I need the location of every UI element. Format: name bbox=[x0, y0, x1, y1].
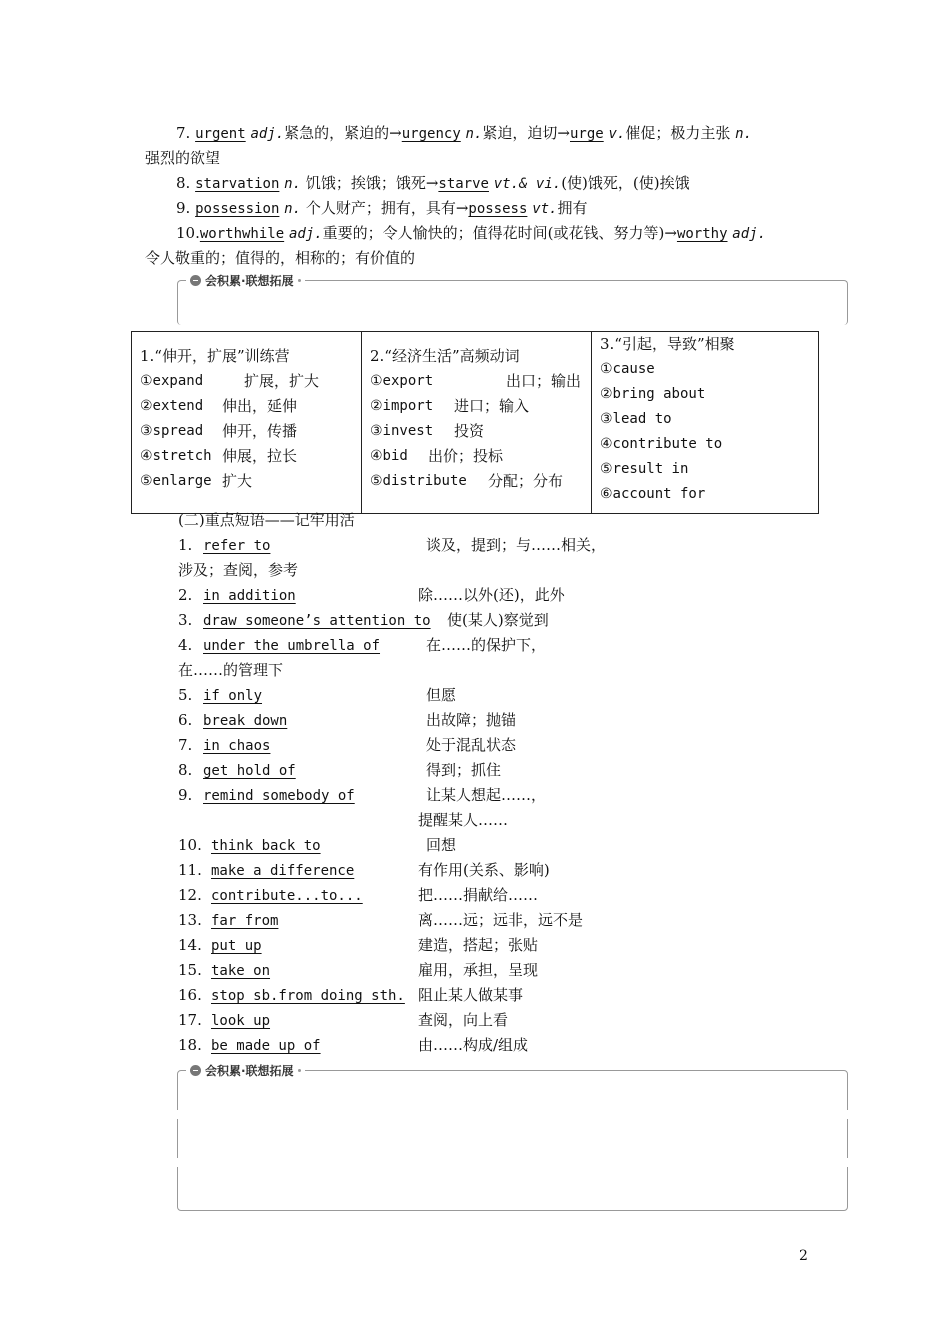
phrase-chinese: 谈及，提到；与……相关， bbox=[426, 536, 607, 554]
phrase-row bbox=[178, 585, 296, 606]
dot-icon bbox=[298, 1069, 301, 1072]
phrase-row bbox=[178, 685, 262, 706]
synonym-table bbox=[131, 331, 819, 514]
vocab-item-9: 9. possession n. 个人财产；拥有，具有→possess vt.拥有 bbox=[176, 199, 588, 217]
phrase-chinese: 在……的保护下， bbox=[426, 636, 547, 654]
vocab-word: possession bbox=[195, 201, 280, 217]
phrase-chinese-cont: 在……的管理下 bbox=[178, 661, 284, 679]
box-gap bbox=[177, 1158, 848, 1167]
phrase-number: 12. bbox=[178, 886, 202, 904]
vocab-item-10: 10.worthwhile adj.重要的；令人愉快的；值得花时间(或花钱、努力等)→worthy adj. bbox=[176, 224, 767, 242]
phrase-english: draw someone’s attention to bbox=[203, 613, 431, 629]
phrase-number: 1. bbox=[178, 536, 193, 554]
phrase-number: 7. bbox=[178, 736, 193, 754]
phrase-row bbox=[178, 710, 287, 731]
phrase-row bbox=[178, 1035, 321, 1056]
synonym-col-1: 1.“伸开，扩展”训练营 ①expand 扩展，扩大 ②extend 伸出，延伸 ③spread 伸开，传播 ④stretch 伸展，拉长 ⑤enlarge 扩大 bbox=[132, 332, 362, 514]
phrase-chinese: 查阅，向上看 bbox=[418, 1011, 509, 1029]
note-icon bbox=[190, 275, 201, 286]
phrase-row bbox=[178, 985, 405, 1006]
phrase-row bbox=[178, 535, 270, 556]
phrase-row bbox=[178, 1010, 270, 1031]
accumulation-box-2 bbox=[177, 1070, 848, 1211]
vocab-word: starvation bbox=[195, 176, 280, 192]
vocab-word: worthwhile bbox=[199, 226, 285, 242]
phrase-english: put up bbox=[211, 938, 262, 954]
page-number: 2 bbox=[799, 1248, 808, 1264]
phrase-row bbox=[178, 910, 278, 931]
phrase-chinese: 得到；抓住 bbox=[426, 761, 502, 779]
phrase-chinese: 出故障；抛锚 bbox=[426, 711, 517, 729]
phrase-number: 3. bbox=[178, 611, 193, 629]
synonym-col-3: 3.“引起，导致”相聚 ①cause ②bring about ③lead to ④contribute to ⑤result in ⑥account for bbox=[592, 332, 819, 514]
vocab-item-8: 8. starvation n. 饥饿；挨饿；饿死→starve vt.& vi.(使)饿死，(使)挨饿 bbox=[176, 174, 690, 192]
phrase-english: break down bbox=[203, 713, 288, 729]
phrase-chinese: 有作用(关系、影响) bbox=[418, 861, 550, 879]
vocab-item-7: 7. urgent adj.紧急的，紧迫的→urgency n.紧迫，迫切→urge v.催促；极力主张 n. bbox=[176, 124, 752, 142]
phrase-chinese: 处于混乱状态 bbox=[426, 736, 517, 754]
phrase-number: 16. bbox=[178, 986, 202, 1004]
phrase-number: 2. bbox=[178, 586, 193, 604]
synonym-col-2: 2.“经济生活”高频动词 ①export 出口；输出 ②import 进口；输入 ③invest 投资 ④bid 出价；投标 ⑤distribute 分配；分布 bbox=[362, 332, 592, 514]
note-icon bbox=[190, 1065, 201, 1076]
phrase-english: refer to bbox=[203, 538, 271, 554]
phrase-number: 18. bbox=[178, 1036, 202, 1054]
phrase-row bbox=[178, 635, 380, 656]
phrases-heading: (二)重点短语——记牢用活 bbox=[178, 511, 355, 529]
phrase-chinese: 但愿 bbox=[426, 686, 457, 704]
phrase-english: look up bbox=[211, 1013, 271, 1029]
phrase-chinese: 除……以外(还)，此外 bbox=[418, 586, 565, 604]
box-gap bbox=[177, 1110, 848, 1119]
phrase-row bbox=[178, 735, 270, 756]
phrase-chinese: 回想 bbox=[426, 836, 457, 854]
phrase-chinese: 雇用，承担，呈现 bbox=[418, 961, 539, 979]
phrase-chinese: 把……捐献给…… bbox=[418, 886, 539, 904]
phrase-row bbox=[178, 935, 262, 956]
phrase-english: in chaos bbox=[203, 738, 271, 754]
vocab-word: urgency bbox=[401, 126, 461, 142]
vocab-word: possess bbox=[468, 201, 528, 217]
phrase-english: take on bbox=[211, 963, 271, 979]
vocab-word: urge bbox=[569, 126, 604, 142]
phrase-english: far from bbox=[211, 913, 279, 929]
phrase-number: 10. bbox=[178, 836, 202, 854]
phrase-row bbox=[178, 760, 296, 781]
phrase-number: 4. bbox=[178, 636, 193, 654]
phrase-chinese: 阻止某人做某事 bbox=[418, 986, 524, 1004]
phrase-chinese: 建造，搭起；张贴 bbox=[418, 936, 539, 954]
phrase-chinese: 让某人想起……， bbox=[426, 786, 547, 804]
phrase-number: 14. bbox=[178, 936, 202, 954]
box-title-1: 会积累·联想拓展 bbox=[186, 272, 305, 289]
vocab-item-10-cont: 令人敬重的；值得的，相称的；有价值的 bbox=[145, 249, 416, 267]
vocab-word: urgent bbox=[195, 126, 246, 142]
phrase-chinese: 离……远；远非，远不是 bbox=[418, 911, 584, 929]
phrase-row bbox=[178, 785, 355, 806]
phrase-row bbox=[178, 835, 321, 856]
phrase-english: remind somebody of bbox=[203, 788, 355, 804]
phrase-english: make a difference bbox=[211, 863, 355, 879]
phrase-english: under the umbrella of bbox=[203, 638, 381, 654]
phrase-chinese-cont: 涉及；查阅，参考 bbox=[178, 561, 299, 579]
phrase-row bbox=[178, 860, 354, 881]
phrase-chinese-cont: 提醒某人…… bbox=[418, 811, 509, 829]
phrase-number: 6. bbox=[178, 711, 193, 729]
dot-icon bbox=[298, 279, 301, 282]
phrase-number: 5. bbox=[178, 686, 193, 704]
phrase-english: in addition bbox=[203, 588, 296, 604]
phrase-number: 13. bbox=[178, 911, 202, 929]
phrase-english: contribute...to... bbox=[211, 888, 363, 904]
phrase-english: stop sb.from doing sth. bbox=[211, 988, 405, 1004]
phrase-number: 9. bbox=[178, 786, 193, 804]
vocab-item-7-cont: 强烈的欲望 bbox=[145, 149, 221, 167]
box-title-2: 会积累·联想拓展 bbox=[186, 1062, 305, 1079]
phrase-english: be made up of bbox=[211, 1038, 321, 1054]
phrase-row bbox=[178, 885, 363, 906]
vocab-word: worthy bbox=[676, 226, 728, 242]
phrase-number: 17. bbox=[178, 1011, 202, 1029]
phrase-english: if only bbox=[203, 688, 263, 704]
phrase-row bbox=[178, 610, 431, 631]
phrase-number: 11. bbox=[178, 861, 202, 879]
phrase-english: think back to bbox=[211, 838, 321, 854]
phrase-number: 15. bbox=[178, 961, 202, 979]
vocab-word: starve bbox=[438, 176, 489, 192]
phrase-english: get hold of bbox=[203, 763, 296, 779]
phrase-number: 8. bbox=[178, 761, 193, 779]
phrase-chinese: 由……构成/组成 bbox=[418, 1036, 529, 1054]
phrase-chinese: 使(某人)察觉到 bbox=[447, 611, 549, 629]
phrase-row bbox=[178, 960, 270, 981]
